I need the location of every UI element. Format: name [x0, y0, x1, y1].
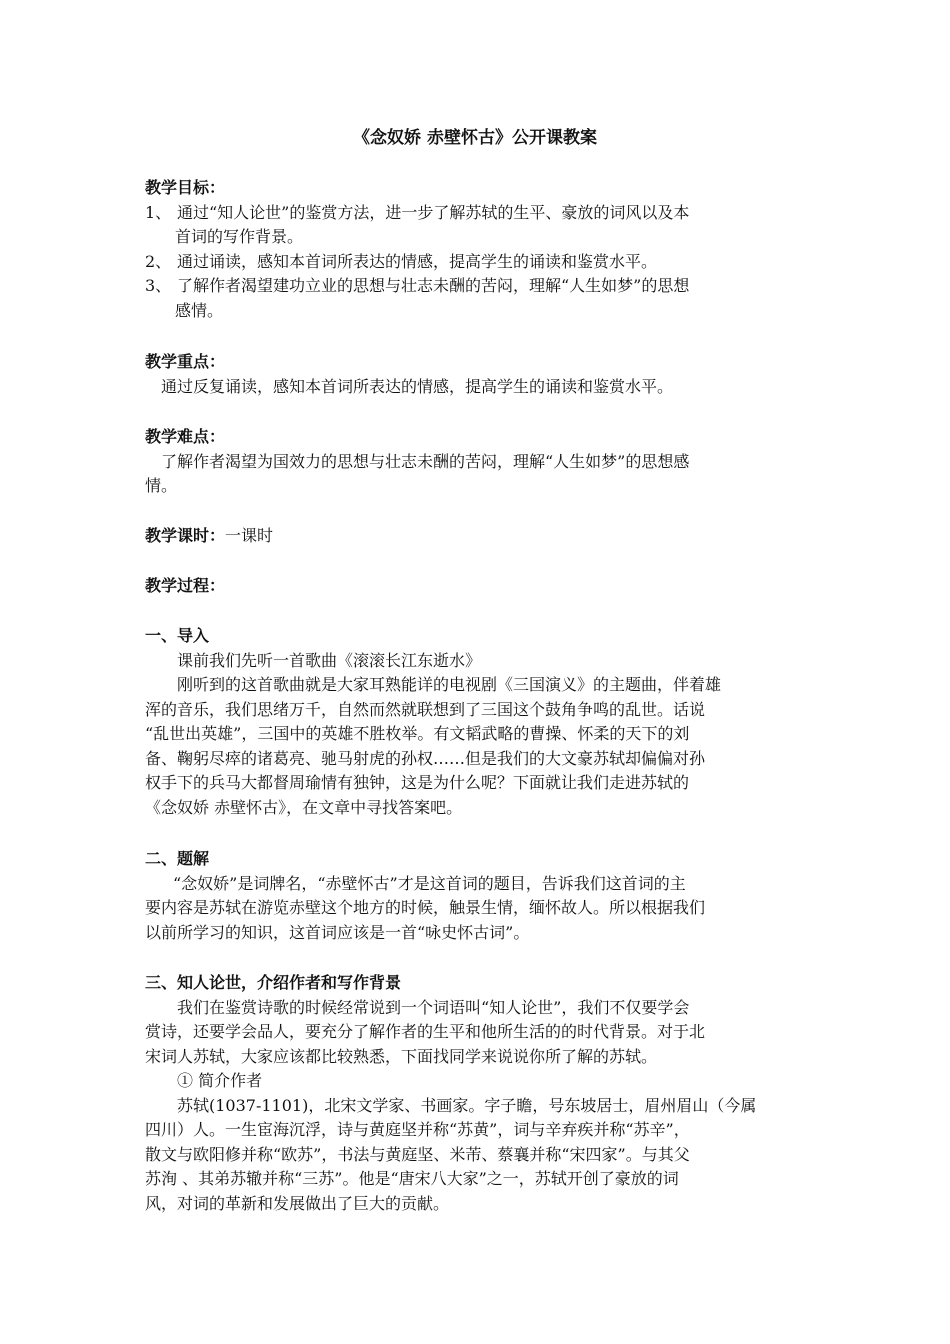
section-1-line: 课前我们先听一首歌曲《滚滚长江东逝水》: [177, 651, 482, 670]
section-3-line: 宋词人苏轼，大家应该都比较熟悉，下面找同学来说说你所了解的苏轼。: [145, 1047, 658, 1066]
author-intro-subheading: ① 简介作者: [177, 1071, 263, 1090]
section-1-line: 备、鞠躬尽瘁的诸葛亮、驰马射虎的孙权……但是我们的大文豪苏轼却偏偏对孙: [145, 749, 706, 768]
section-1-heading: 一、导入: [145, 626, 210, 645]
section-3-heading: 三、知人论世，介绍作者和写作背景: [145, 973, 402, 992]
document-title: 《念奴娇 赤壁怀古》公开课教案: [353, 128, 597, 148]
goal-3-line-2: 感情。: [175, 301, 224, 320]
section-3-line: 散文与欧阳修并称“欧苏”，书法与黄庭坚、米芾、蔡襄并称“宋四家”。与其父: [145, 1145, 690, 1164]
difficult-heading: 教学难点：: [145, 427, 226, 446]
goal-3-text: 了解作者渴望建功立业的思想与壮志未酬的苦闷，理解“人生如梦”的思想: [177, 276, 690, 295]
section-2-line: 要内容是苏轼在游览赤壁这个地方的时候，触景生情，缅怀故人。所以根据我们: [145, 898, 706, 917]
goal-1-text: 通过“知人论世”的鉴赏方法，进一步了解苏轼的生平、豪放的词风以及本: [177, 203, 690, 222]
key-text: 通过反复诵读，感知本首词所表达的情感，提高学生的诵读和鉴赏水平。: [161, 377, 674, 396]
key-heading: 教学重点：: [145, 352, 226, 371]
goal-3-line-1: [145, 274, 810, 298]
goal-1-line-1: [145, 201, 810, 225]
section-3-line: 四川）人。一生宦海沉浮，诗与黄庭坚并称“苏黄”，词与辛弃疾并称“苏辛”，: [145, 1120, 690, 1139]
period-label: 教学课时：: [145, 526, 226, 545]
goal-3-number: 3、: [145, 276, 172, 295]
difficult-line-2: 情。: [145, 476, 178, 495]
section-1-line: “乱世出英雄”，三国中的英雄不胜枚举。有文韬武略的曹操、怀柔的天下的刘: [145, 724, 690, 743]
section-3-line: 我们在鉴赏诗歌的时候经常说到一个词语叫“知人论世”，我们不仅要学会: [177, 998, 690, 1017]
goal-2-line-1: [145, 250, 810, 274]
period-row: [145, 524, 815, 548]
goals-heading: 教学目标：: [145, 178, 226, 197]
period-value: 一课时: [225, 526, 274, 545]
section-2-heading: 二、题解: [145, 849, 210, 868]
section-3-line: 苏洵 、其弟苏辙并称“三苏”。他是“唐宋八大家”之一，苏轼开创了豪放的词: [145, 1169, 679, 1188]
goal-1-line-2: 首词的写作背景。: [175, 227, 304, 246]
section-2-line: “念奴娇”是词牌名，“赤壁怀古”才是这首词的题目，告诉我们这首词的主: [173, 874, 686, 893]
section-3-line: 风，对词的革新和发展做出了巨大的贡献。: [145, 1194, 450, 1213]
section-1-line: 浑的音乐，我们思绪万千，自然而然就联想到了三国这个鼓角争鸣的乱世。话说: [145, 700, 706, 719]
section-3-line: 赏诗，还要学会品人，要充分了解作者的生平和他所生活的的时代背景。对于北: [145, 1022, 706, 1041]
process-heading: 教学过程：: [145, 576, 226, 595]
section-2-line: 以前所学习的知识，这首词应该是一首“咏史怀古词”。: [145, 923, 530, 942]
section-1-line: 《念奴娇 赤壁怀古》，在文章中寻找答案吧。: [145, 798, 463, 817]
goal-2-number: 2、: [145, 252, 172, 271]
section-1-line: 刚听到的这首歌曲就是大家耳熟能详的电视剧《三国演义》的主题曲，伴着雄: [177, 675, 722, 694]
goal-1-number: 1、: [145, 203, 172, 222]
section-3-line: 苏轼(1037-1101)，北宋文学家、书画家。字子瞻，号东坡居士，眉州眉山（今属: [177, 1096, 757, 1115]
section-1-line: 权手下的兵马大都督周瑜情有独钟，这是为什么呢？下面就让我们走进苏轼的: [145, 773, 690, 792]
difficult-line-1: 了解作者渴望为国效力的思想与壮志未酬的苦闷，理解“人生如梦”的思想感: [161, 452, 690, 471]
goal-2-text: 通过诵读，感知本首词所表达的情感，提高学生的诵读和鉴赏水平。: [177, 252, 658, 271]
